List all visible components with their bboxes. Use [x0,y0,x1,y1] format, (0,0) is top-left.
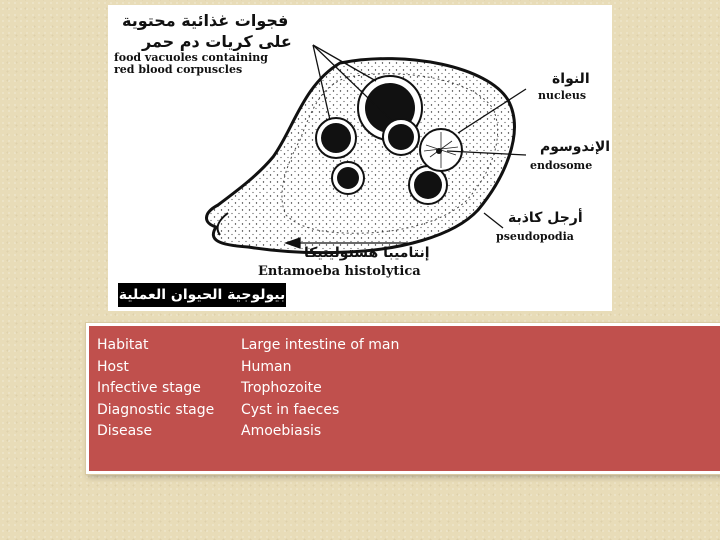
figure-caption-ar: بيولوجية الحيوان العملية [118,283,286,307]
habitat-value: Large intestine of man [241,337,400,353]
endosome [436,148,442,154]
info-table [86,323,720,474]
species-label-en: Entamoeba histolytica [258,264,421,279]
pseudopodia-label-ar: أرجل كاذبة [508,210,583,226]
red-blood-corpuscle [388,124,414,150]
food-vacuoles-label-en-1: food vacuoles containing [114,51,268,64]
nucleus-label-ar: النواة [552,71,590,87]
amoeba-cell-body [206,59,514,253]
nucleus-label-en: nucleus [538,89,587,102]
infective-stage-value: Trophozoite [241,380,322,396]
red-blood-corpuscle [414,171,442,199]
host-label: Host [97,358,129,375]
food-vacuoles-label-ar-2: على كريات دم حمر [142,32,292,51]
diagnostic-stage-label: Diagnostic stage [97,401,215,418]
endosome-label-ar: الإندوسوم [540,139,611,155]
food-vacuoles-label-en-2: red blood corpuscles [114,63,243,76]
food-vacuoles-label-ar-1: فجوات غذائية محتوية [122,11,289,30]
entamoeba-diagram [108,5,612,311]
endosome-label-en: endosome [530,159,593,172]
species-label-ar: إنتاميبا هستوليتيكا [304,245,430,261]
info-table-values [241,335,399,443]
disease-value: Amoebiasis [241,423,322,439]
red-blood-corpuscle [321,123,351,153]
disease-label: Disease [97,423,153,439]
diagnostic-stage-value: Cyst in faeces [241,401,340,418]
info-table-keys [97,335,214,443]
host-value: Human [241,358,292,375]
pseudopodia-label-en: pseudopodia [496,230,574,243]
red-blood-corpuscle [337,167,359,189]
infective-stage-label: Infective stage [97,380,201,396]
habitat-label: Habitat [97,337,149,353]
